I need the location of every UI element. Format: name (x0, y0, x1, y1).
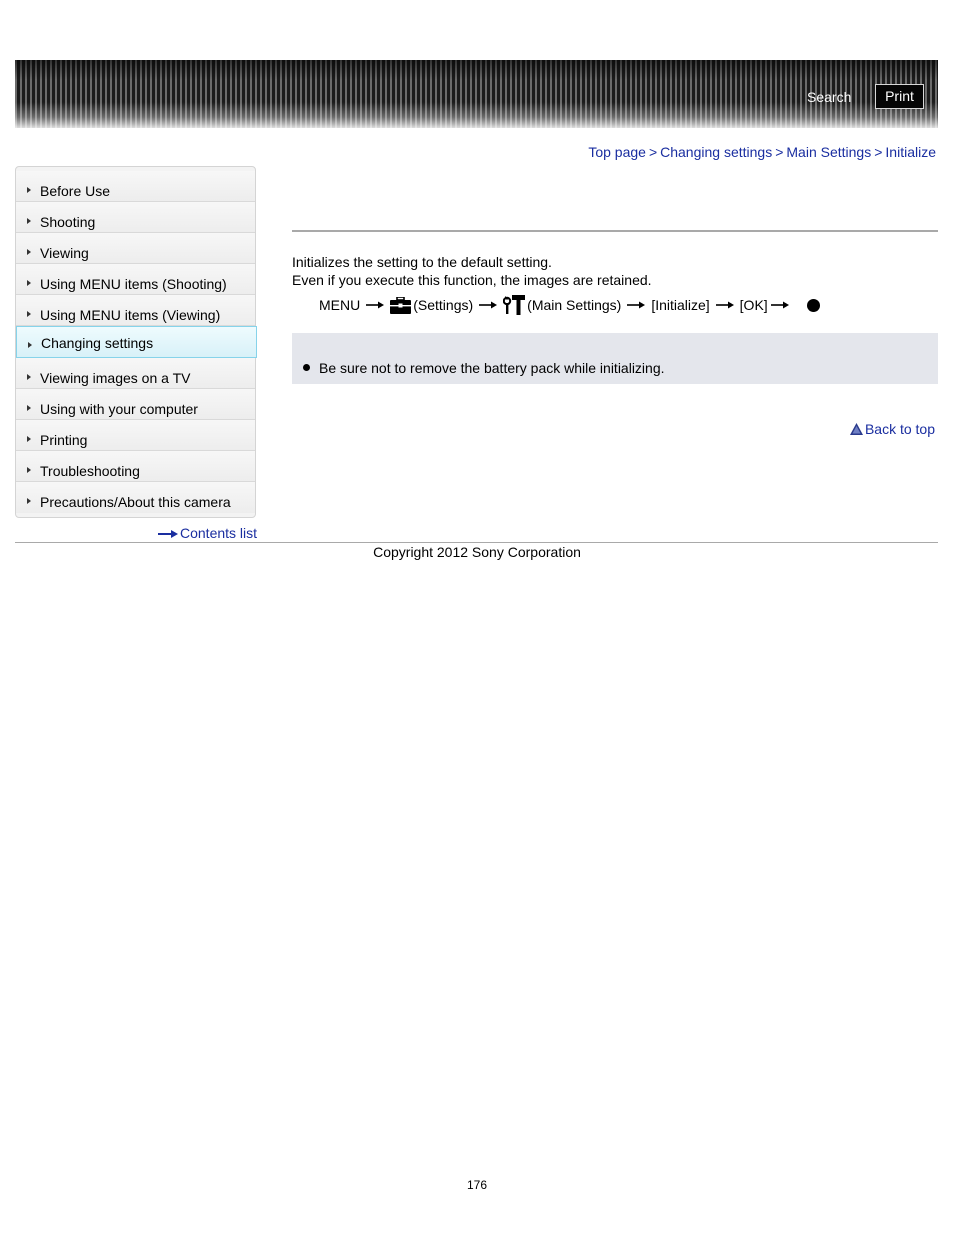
breadcrumb (588, 143, 936, 161)
arrow-right-icon (158, 530, 178, 538)
sidebar-item-before-use[interactable] (16, 171, 255, 202)
breadcrumb-main-settings[interactable]: Main Settings (786, 144, 872, 160)
caret-right-icon (28, 342, 32, 348)
toolbox-icon (390, 297, 411, 314)
procedure-main-settings: (Main Settings) (527, 297, 622, 313)
sidebar-item-printing[interactable] (16, 420, 255, 451)
sidebar-item-menu-viewing[interactable] (16, 295, 255, 326)
header-bar (15, 60, 938, 128)
back-to-top-label: Back to top (864, 421, 935, 437)
procedure-initialize: [Initialize] (651, 297, 710, 313)
search-link[interactable]: Search (807, 89, 852, 105)
caret-right-icon (27, 249, 31, 255)
breadcrumb-separator: > (648, 144, 658, 160)
sidebar-item-label: Using with your computer (40, 401, 198, 417)
caret-right-icon (27, 436, 31, 442)
sidebar-item-viewing[interactable] (16, 233, 255, 264)
back-to-top-link[interactable] (850, 420, 935, 438)
triangle-up-icon (850, 423, 863, 435)
contents-list-label: Contents list (180, 525, 258, 541)
procedure-settings: (Settings) (413, 297, 474, 313)
sidebar-item-label: Before Use (40, 183, 111, 199)
caret-right-icon (27, 218, 31, 224)
sidebar-item-label: Printing (40, 432, 88, 448)
breadcrumb-separator: > (775, 144, 784, 160)
description-line: Initializes the setting to the default setting. (292, 254, 552, 270)
caret-right-icon (27, 498, 31, 504)
sidebar-item-label: Troubleshooting (40, 463, 140, 479)
sidebar-item-troubleshooting[interactable] (16, 451, 255, 482)
print-button[interactable]: Print (875, 84, 924, 109)
arrow-right-icon (627, 301, 645, 309)
sidebar-item-label: Using MENU items (Viewing) (40, 307, 221, 323)
sidebar-item-label: Using MENU items (Shooting) (40, 276, 227, 292)
breadcrumb-initialize[interactable]: Initialize (885, 144, 936, 160)
caret-right-icon (27, 187, 31, 193)
sidebar-item-precautions[interactable] (16, 482, 255, 513)
contents-list-link[interactable] (158, 524, 257, 542)
sidebar-item-viewing-on-tv[interactable] (16, 358, 255, 389)
description-line: Even if you execute this function, the images are retained. (292, 272, 652, 288)
breadcrumb-separator: > (874, 144, 883, 160)
arrow-right-icon (716, 301, 734, 309)
caret-right-icon (27, 405, 31, 411)
note-text: Be sure not to remove the battery pack while initializing. (319, 360, 665, 376)
sidebar-item-shooting[interactable] (16, 202, 255, 233)
arrow-right-icon (771, 301, 789, 309)
procedure-menu: MENU (319, 297, 361, 313)
sidebar-nav (15, 166, 256, 518)
procedure-ok: [OK] (739, 297, 768, 313)
note-box (292, 333, 938, 384)
sidebar-item-changing-settings[interactable] (16, 326, 257, 358)
bullet-icon (303, 364, 310, 371)
arrow-right-icon (479, 301, 497, 309)
title-divider (292, 230, 938, 232)
sidebar-item-label: Changing settings (41, 335, 154, 351)
sidebar-item-using-with-computer[interactable] (16, 389, 255, 420)
breadcrumb-top-page[interactable]: Top page (588, 144, 646, 160)
sidebar-item-label: Viewing images on a TV (40, 370, 191, 386)
center-button-icon (807, 299, 820, 312)
copyright-text: Copyright 2012 Sony Corporation (373, 544, 581, 560)
caret-right-icon (27, 311, 31, 317)
sidebar-item-label: Viewing (40, 245, 89, 261)
caret-right-icon (27, 374, 31, 380)
tools-icon (503, 295, 525, 315)
procedure-steps (319, 292, 820, 318)
sidebar-item-label: Shooting (40, 214, 96, 230)
breadcrumb-changing-settings[interactable]: Changing settings (660, 144, 773, 160)
arrow-right-icon (366, 301, 384, 309)
sidebar-item-label: Precautions/About this camera (40, 494, 231, 510)
page-number: 176 (466, 1178, 488, 1192)
caret-right-icon (27, 467, 31, 473)
sidebar-item-menu-shooting[interactable] (16, 264, 255, 295)
caret-right-icon (27, 280, 31, 286)
